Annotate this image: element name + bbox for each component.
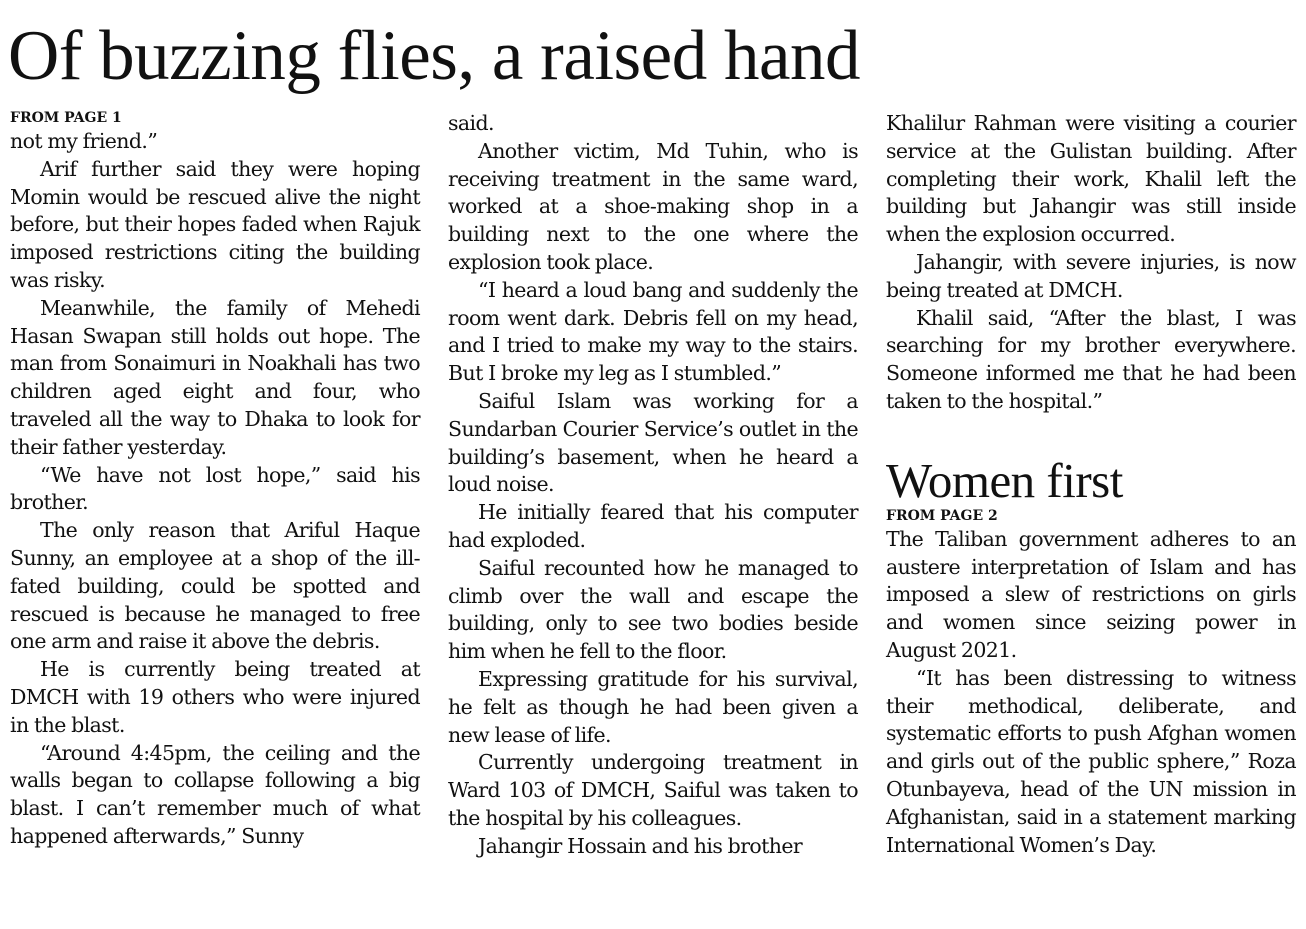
continuation-kicker: FROM PAGE 1 [10, 110, 122, 126]
paragraph: Expressing gratitude for his survival, he felt as though he had been given a new lease of life. [448, 666, 858, 747]
paragraph: The Taliban government adheres to an austere interpretation of Islam and has imposed a slew of restrictions on girls and women since seizing power in August 2021. [886, 526, 1296, 662]
paragraph: Currently undergoing treatment in Ward 103 of DMCH, Saiful was taken to the hospital by his colleagues. [448, 750, 858, 830]
paragraph: Khalilur Rahman were visiting a courier service at the Gulistan building. After completing their work, Khalil left the building but Jahangir was still inside when the explosion occurred. [886, 111, 1296, 247]
paragraph: Meanwhile, the family of Mehedi Hasan Swapan still holds out hope. The man from Sonaimuri in Noakhali has two children aged eight and four, who traveled all the way to Dhaka to look for their father yesterday. [10, 295, 420, 459]
paragraph: said. [448, 111, 494, 135]
paragraph: He initially feared that his computer had exploded. [448, 500, 858, 552]
continuation-kicker: FROM PAGE 2 [886, 507, 998, 524]
paragraph: He is currently being treated at DMCH with 19 others who were injured in the blast. [10, 657, 420, 737]
column-2 [448, 110, 858, 861]
column-3 [886, 110, 1296, 859]
paragraph: “It has been distressing to witness their methodical, deliberate, and systematic efforts to push Afghan women and girls out of the public sphere,” Roza Otunbayeva, head of the UN mission in Afghanistan, said in a statement marking International Women’s Day. [886, 665, 1296, 857]
paragraph: “We have not lost hope,” said his brother. [10, 462, 420, 515]
sub-headline: Women first [886, 452, 1123, 508]
paragraph: Khalil said, “After the blast, I was searching for my brother everywhere. Someone informed me that he had been taken to the hospital.” [886, 305, 1296, 413]
headline: Of buzzing flies, a raised hand [8, 17, 860, 95]
paragraph: Another victim, Md Tuhin, who is receiving treatment in the same ward, worked at a shoe-making shop in a building next to the one where the explosion took place. [448, 138, 858, 274]
paragraph: “Around 4:45pm, the ceiling and the walls began to collapse following a big blast. I can’t remember much of what happened afterwards,” Sunny [10, 740, 420, 848]
paragraph: The only reason that Ariful Haque Sunny, an employee at a shop of the ill-fated building, could be spotted and rescued is because he managed to free one arm and raise it above the debris. [10, 518, 420, 654]
paragraph: Arif further said they were hoping Momin would be rescued alive the night before, but their hopes faded when Rajuk imposed restrictions citing the building was risky. [10, 156, 420, 292]
paragraph: not my friend.” [10, 129, 158, 153]
paragraph: Saiful recounted how he managed to climb over the wall and escape the building, only to see two bodies beside him when he fell to the floor. [448, 555, 858, 664]
paragraph: Saiful Islam was working for a Sundarban Courier Service’s outlet in the building’s basement, when he heard a loud noise. [448, 388, 858, 497]
column-1 [10, 110, 420, 851]
paragraph: Jahangir, with severe injuries, is now being treated at DMCH. [886, 249, 1296, 302]
paragraph: “I heard a loud bang and suddenly the room went dark. Debris fell on my head, and I tried to make my way to the stairs. But I broke my leg as I stumbled.” [448, 277, 858, 386]
paragraph: Jahangir Hossain and his brother [478, 833, 803, 858]
